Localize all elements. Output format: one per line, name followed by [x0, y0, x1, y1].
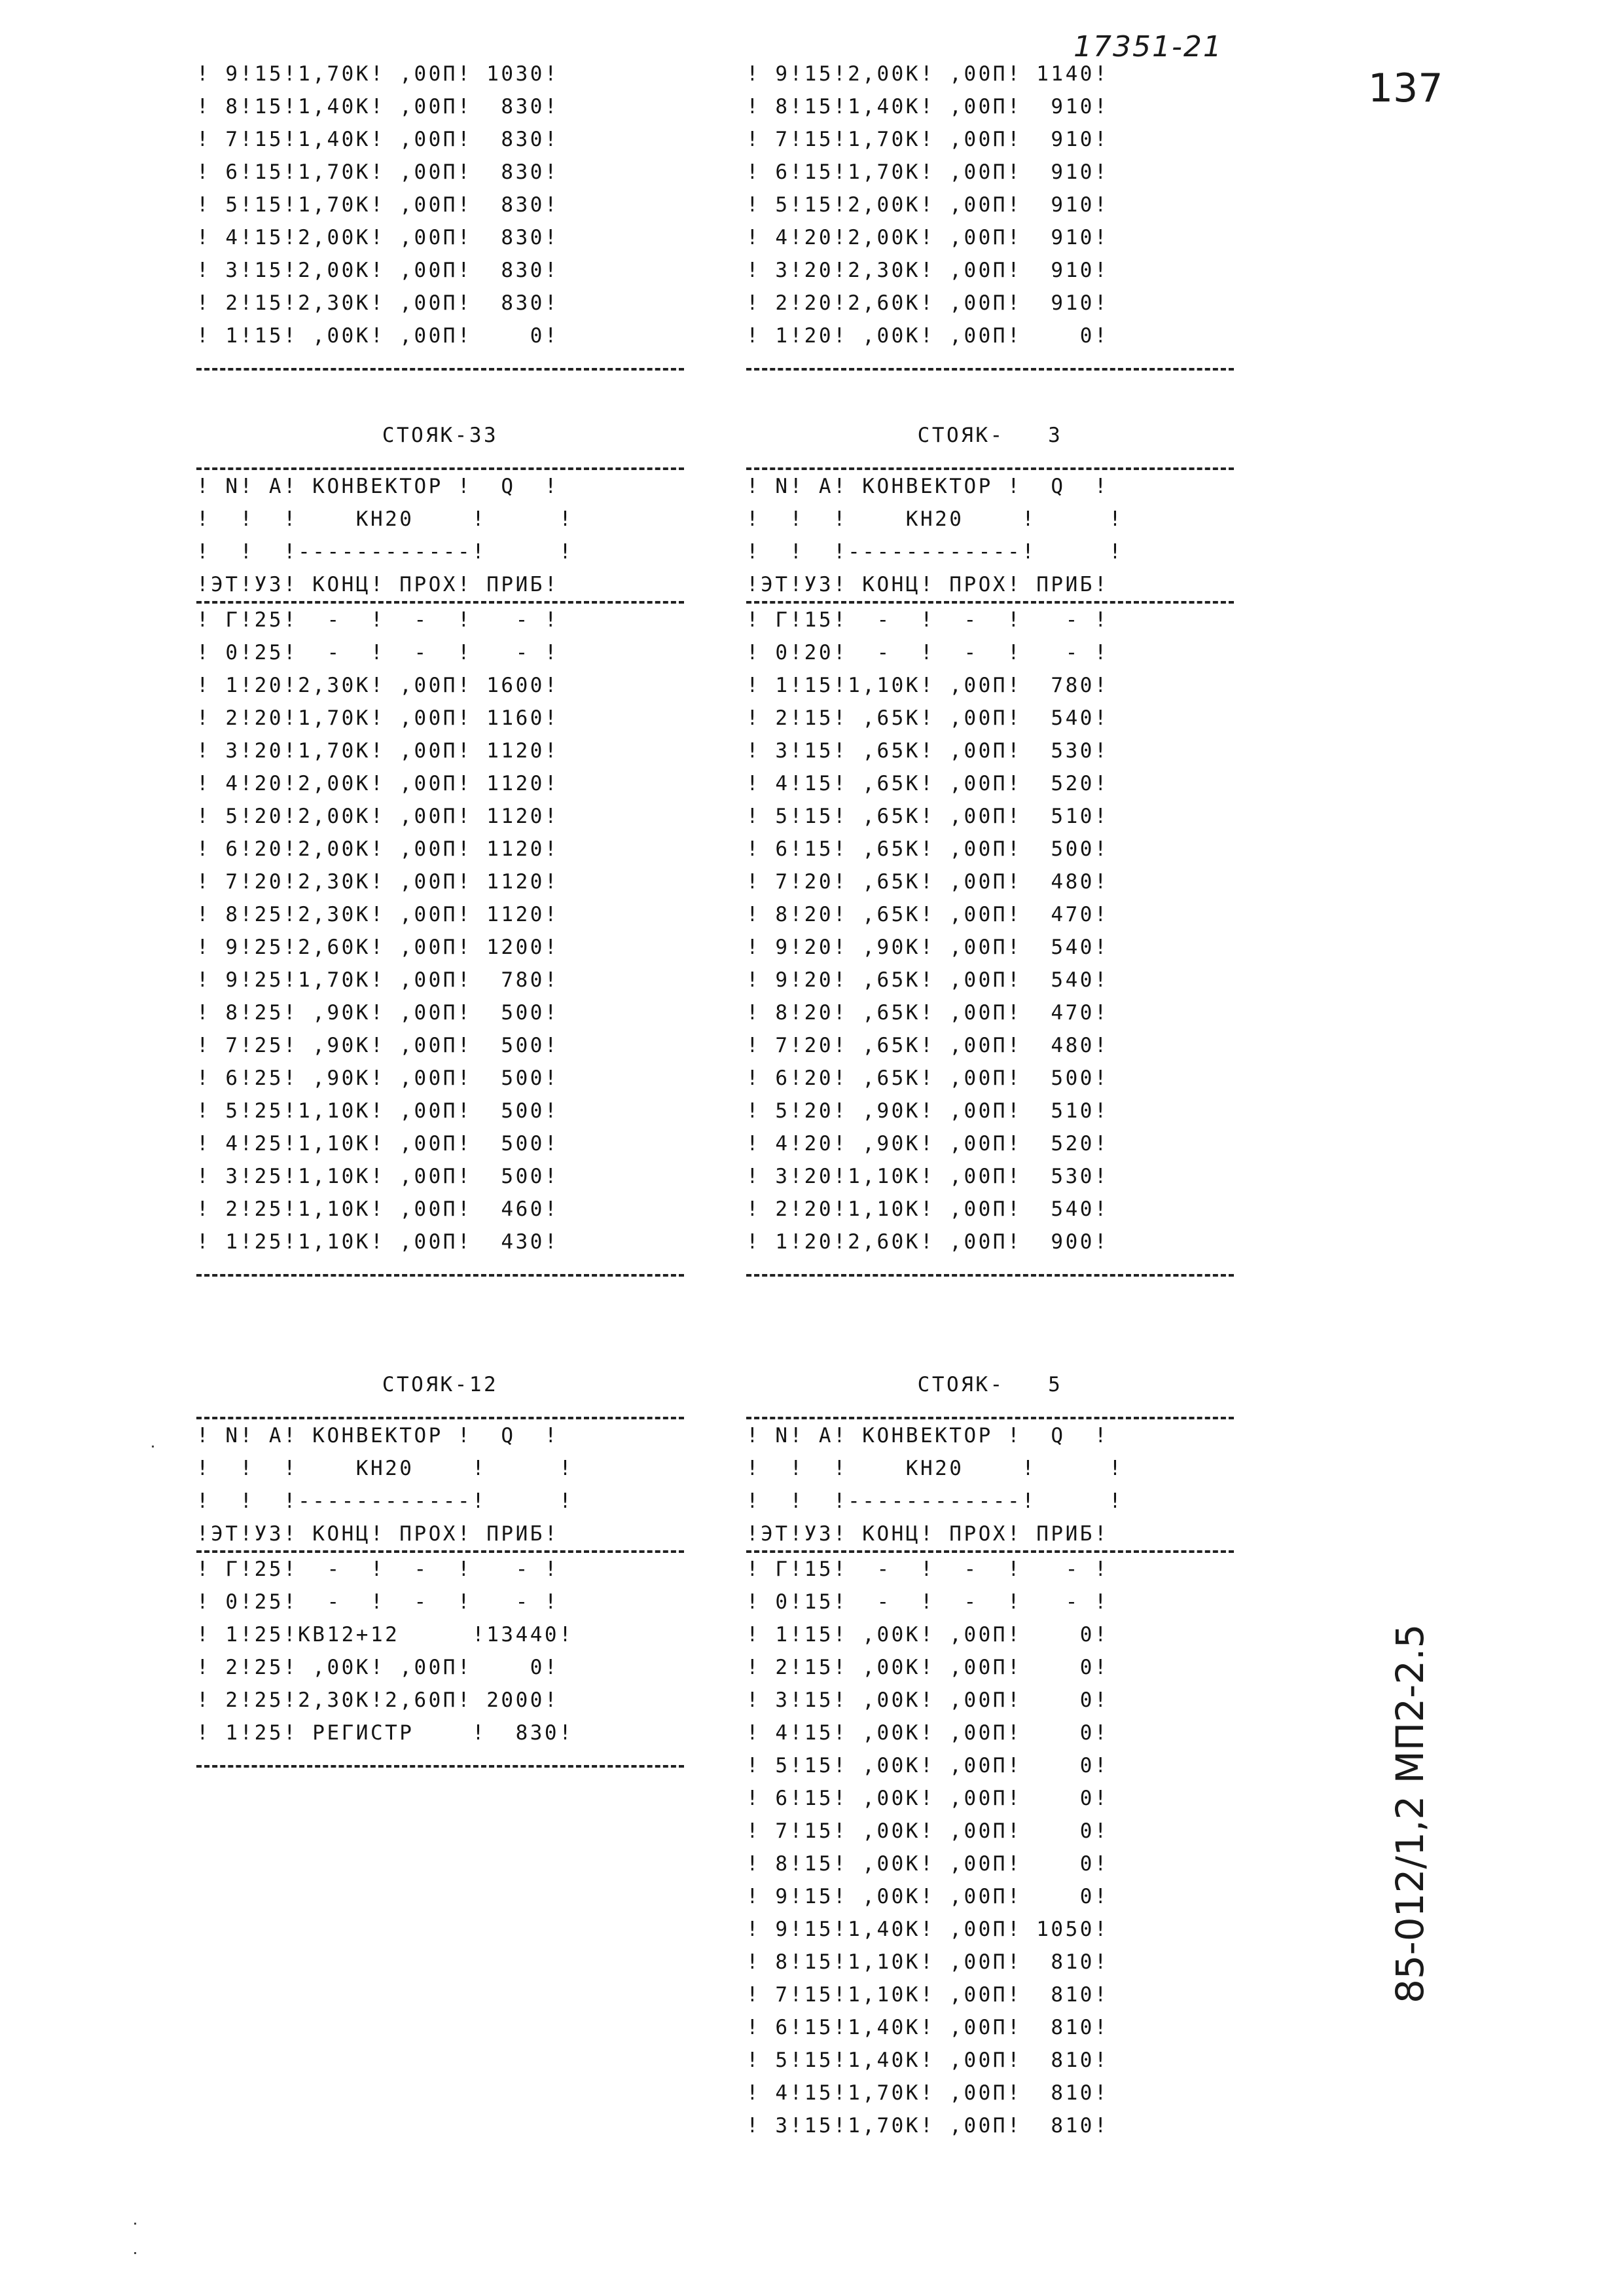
scan-speck	[134, 2223, 136, 2225]
table-row: ! 6!15!1,40К! ,00П! 810!	[746, 2016, 1110, 2039]
table-row: ! 4!20! ,90К! ,00П! 520!	[746, 1132, 1110, 1156]
table-row: ! 9!20! ,90К! ,00П! 540!	[746, 936, 1110, 959]
table-row: ! 6!20!2,00К! ,00П! 1120!	[196, 837, 560, 861]
table-header	[746, 470, 1234, 601]
header-row: ! N! А! КОНВЕКТОР ! Q !	[196, 475, 560, 498]
table-row: ! 6!15! ,00К! ,00П! 0!	[746, 1787, 1110, 1810]
table-title: СТОЯК-12	[382, 1373, 499, 1396]
table-row: ! 1!25!1,10К! ,00П! 430!	[196, 1230, 560, 1254]
table-block-riser-3	[746, 419, 1234, 1277]
table-row: ! 1!20!2,60К! ,00П! 900!	[746, 1230, 1110, 1254]
table-body	[746, 1553, 1234, 2142]
table-row: ! 6!25! ,90К! ,00П! 500!	[196, 1066, 560, 1090]
table-row: ! 7!20! ,65К! ,00П! 480!	[746, 1034, 1110, 1057]
table-row: ! 7!15! ,00К! ,00П! 0!	[746, 1819, 1110, 1843]
table-row: ! 8!20! ,65К! ,00П! 470!	[746, 903, 1110, 926]
table-row: ! 8!20! ,65К! ,00П! 470!	[746, 1001, 1110, 1025]
table-bottom-rule	[746, 368, 1234, 371]
table-title: СТОЯК- 3	[917, 424, 1063, 447]
header-row: ! N! А! КОНВЕКТОР ! Q !	[746, 475, 1110, 498]
table-row: ! Г!15! - ! - ! - !	[746, 608, 1110, 632]
table-title: СТОЯК-33	[382, 424, 499, 447]
header-row: ! ! ! КН20 ! !	[196, 507, 574, 531]
table-bottom-rule	[746, 1274, 1234, 1277]
table-row: ! 2!25!1,10К! ,00П! 460!	[196, 1197, 560, 1221]
table-row: ! 1!20!2,30К! ,00П! 1600!	[196, 674, 560, 697]
scan-speck	[152, 1446, 154, 1447]
table-bottom-rule	[196, 1274, 684, 1277]
table-row: ! 7!15!1,40К! ,00П! 830!	[196, 128, 560, 151]
table-row: ! 4!20!2,00К! ,00П! 1120!	[196, 772, 560, 795]
table-body	[196, 58, 684, 352]
table-bottom-rule	[196, 1765, 684, 1768]
header-row: !ЭТ!УЗ! КОНЦ! ПРОХ! ПРИБ!	[746, 1522, 1110, 1546]
table-row: ! 5!15!1,40К! ,00П! 810!	[746, 2048, 1110, 2072]
table-row: ! 5!20! ,90К! ,00П! 510!	[746, 1099, 1110, 1123]
table-row: ! 6!15! ,65К! ,00П! 500!	[746, 837, 1110, 861]
page-number: 137	[1368, 65, 1443, 111]
table-row: ! 3!25!1,10К! ,00П! 500!	[196, 1165, 560, 1188]
table-row: ! 1!15!1,10К! ,00П! 780!	[746, 674, 1110, 697]
header-row: ! ! !------------! !	[196, 1489, 574, 1513]
table-row: ! 1!15! ,00К! ,00П! 0!	[746, 1623, 1110, 1647]
table-row: ! 4!25!1,10К! ,00П! 500!	[196, 1132, 560, 1156]
table-row: ! 4!15!1,70К! ,00П! 810!	[746, 2081, 1110, 2105]
table-row: ! 2!20!1,70К! ,00П! 1160!	[196, 706, 560, 730]
table-row: ! 3!15!1,70К! ,00П! 810!	[746, 2114, 1110, 2138]
header-row: ! ! !------------! !	[196, 540, 574, 564]
table-body	[746, 58, 1234, 352]
table-row: ! 0!25! - ! - ! - !	[196, 641, 560, 665]
table-row: ! 7!20! ,65К! ,00П! 480!	[746, 870, 1110, 894]
header-row: ! ! ! КН20 ! !	[746, 1457, 1124, 1480]
table-title: СТОЯК- 5	[917, 1373, 1063, 1396]
table-row: ! 7!15!1,70К! ,00П! 910!	[746, 128, 1110, 151]
table-row: ! 2!15!2,30К! ,00П! 830!	[196, 291, 560, 315]
table-header	[196, 1419, 684, 1550]
table-row: ! 4!15! ,00К! ,00П! 0!	[746, 1721, 1110, 1745]
header-row: ! N! А! КОНВЕКТОР ! Q !	[746, 1424, 1110, 1447]
table-row: ! 5!15!2,00К! ,00П! 910!	[746, 193, 1110, 217]
table-row: ! Г!15! - ! - ! - !	[746, 1557, 1110, 1581]
table-row: ! 8!25! ,90К! ,00П! 500!	[196, 1001, 560, 1025]
table-row: ! 3!20!2,30К! ,00П! 910!	[746, 259, 1110, 282]
table-block-continued-left	[196, 58, 684, 371]
table-row: ! 3!15! ,65К! ,00П! 530!	[746, 739, 1110, 763]
table-row: ! 3!15! ,00К! ,00П! 0!	[746, 1688, 1110, 1712]
table-row: ! 6!15!1,70К! ,00П! 830!	[196, 160, 560, 184]
header-row: ! ! ! КН20 ! !	[196, 1457, 574, 1480]
table-row: ! 2!15! ,65К! ,00П! 540!	[746, 706, 1110, 730]
table-row: ! 8!15! ,00К! ,00П! 0!	[746, 1852, 1110, 1876]
table-row: ! 0!20! - ! - ! - !	[746, 641, 1110, 665]
table-block-continued-right	[746, 58, 1234, 371]
table-row: ! 4!15! ,65К! ,00П! 520!	[746, 772, 1110, 795]
table-row: ! 0!15! - ! - ! - !	[746, 1590, 1110, 1614]
table-row: ! 7!25! ,90К! ,00П! 500!	[196, 1034, 560, 1057]
table-row: ! 0!25! - ! - ! - !	[196, 1590, 560, 1614]
table-row: ! 2!25!2,30К!2,60П! 2000!	[196, 1688, 560, 1712]
table-row: ! 2!20!1,10К! ,00П! 540!	[746, 1197, 1110, 1221]
table-row: ! 2!25! ,00К! ,00П! 0!	[196, 1656, 560, 1679]
table-row: ! 3!20!1,70К! ,00П! 1120!	[196, 739, 560, 763]
header-row: ! N! А! КОНВЕКТОР ! Q !	[196, 1424, 560, 1447]
header-row: ! ! ! КН20 ! !	[746, 507, 1124, 531]
table-row: ! 1!25! РЕГИСТР ! 830!	[196, 1721, 574, 1745]
table-row: ! 9!25!1,70К! ,00П! 780!	[196, 968, 560, 992]
table-header	[746, 1419, 1234, 1550]
table-row: ! 5!15! ,00К! ,00П! 0!	[746, 1754, 1110, 1777]
table-row: ! 1!15! ,00К! ,00П! 0!	[196, 324, 560, 348]
table-header	[196, 470, 684, 601]
table-row: ! 3!15!2,00К! ,00П! 830!	[196, 259, 560, 282]
table-row: ! 6!20! ,65К! ,00П! 500!	[746, 1066, 1110, 1090]
table-row: ! 5!15!1,70К! ,00П! 830!	[196, 193, 560, 217]
header-row: ! ! !------------! !	[746, 1489, 1124, 1513]
table-body	[196, 604, 684, 1258]
table-row: ! 4!20!2,00К! ,00П! 910!	[746, 226, 1110, 249]
table-row: ! 4!15!2,00К! ,00П! 830!	[196, 226, 560, 249]
table-row: ! 3!20!1,10К! ,00П! 530!	[746, 1165, 1110, 1188]
table-row: ! 2!15! ,00К! ,00П! 0!	[746, 1656, 1110, 1679]
table-row: ! 9!15!1,40К! ,00П! 1050!	[746, 1918, 1110, 1941]
table-row: ! 1!20! ,00К! ,00П! 0!	[746, 324, 1110, 348]
table-row: ! 9!15!2,00К! ,00П! 1140!	[746, 62, 1110, 86]
table-block-riser-12	[196, 1368, 684, 1768]
table-body	[196, 1553, 684, 1749]
table-row: ! 9!15!1,70К! ,00П! 1030!	[196, 62, 560, 86]
table-row: ! 8!25!2,30К! ,00П! 1120!	[196, 903, 560, 926]
table-row: ! 8!15!1,40К! ,00П! 910!	[746, 95, 1110, 118]
table-row: ! 7!20!2,30К! ,00П! 1120!	[196, 870, 560, 894]
table-row: ! 1!25!КВ12+12 !13440!	[196, 1623, 574, 1647]
table-row: ! 5!20!2,00К! ,00П! 1120!	[196, 805, 560, 828]
scan-speck	[134, 2252, 136, 2254]
table-row: ! 5!25!1,10К! ,00П! 500!	[196, 1099, 560, 1123]
table-row: ! 8!15!1,10К! ,00П! 810!	[746, 1950, 1110, 1974]
table-row: ! 9!20! ,65К! ,00П! 540!	[746, 968, 1110, 992]
header-row: ! ! !------------! !	[746, 540, 1124, 564]
table-bottom-rule	[196, 368, 684, 371]
header-row: !ЭТ!УЗ! КОНЦ! ПРОХ! ПРИБ!	[746, 573, 1110, 596]
table-row: ! 5!15! ,65К! ,00П! 510!	[746, 805, 1110, 828]
table-row: ! 2!20!2,60К! ,00П! 910!	[746, 291, 1110, 315]
document-code: 85-012/1,2 МП2-2.5	[1388, 1624, 1432, 2003]
table-row: ! Г!25! - ! - ! - !	[196, 608, 560, 632]
table-row: ! 7!15!1,10К! ,00П! 810!	[746, 1983, 1110, 2007]
header-row: !ЭТ!УЗ! КОНЦ! ПРОХ! ПРИБ!	[196, 1522, 560, 1546]
table-row: ! 8!15!1,40К! ,00П! 830!	[196, 95, 560, 118]
table-row: ! 9!25!2,60К! ,00П! 1200!	[196, 936, 560, 959]
table-block-riser-5	[746, 1368, 1234, 2142]
table-row: ! 6!15!1,70К! ,00П! 910!	[746, 160, 1110, 184]
table-row: ! Г!25! - ! - ! - !	[196, 1557, 560, 1581]
archive-stamp: 17351-21	[1074, 30, 1223, 64]
header-row: !ЭТ!УЗ! КОНЦ! ПРОХ! ПРИБ!	[196, 573, 560, 596]
table-row: ! 9!15! ,00К! ,00П! 0!	[746, 1885, 1110, 1908]
table-block-riser-33	[196, 419, 684, 1277]
table-body	[746, 604, 1234, 1258]
